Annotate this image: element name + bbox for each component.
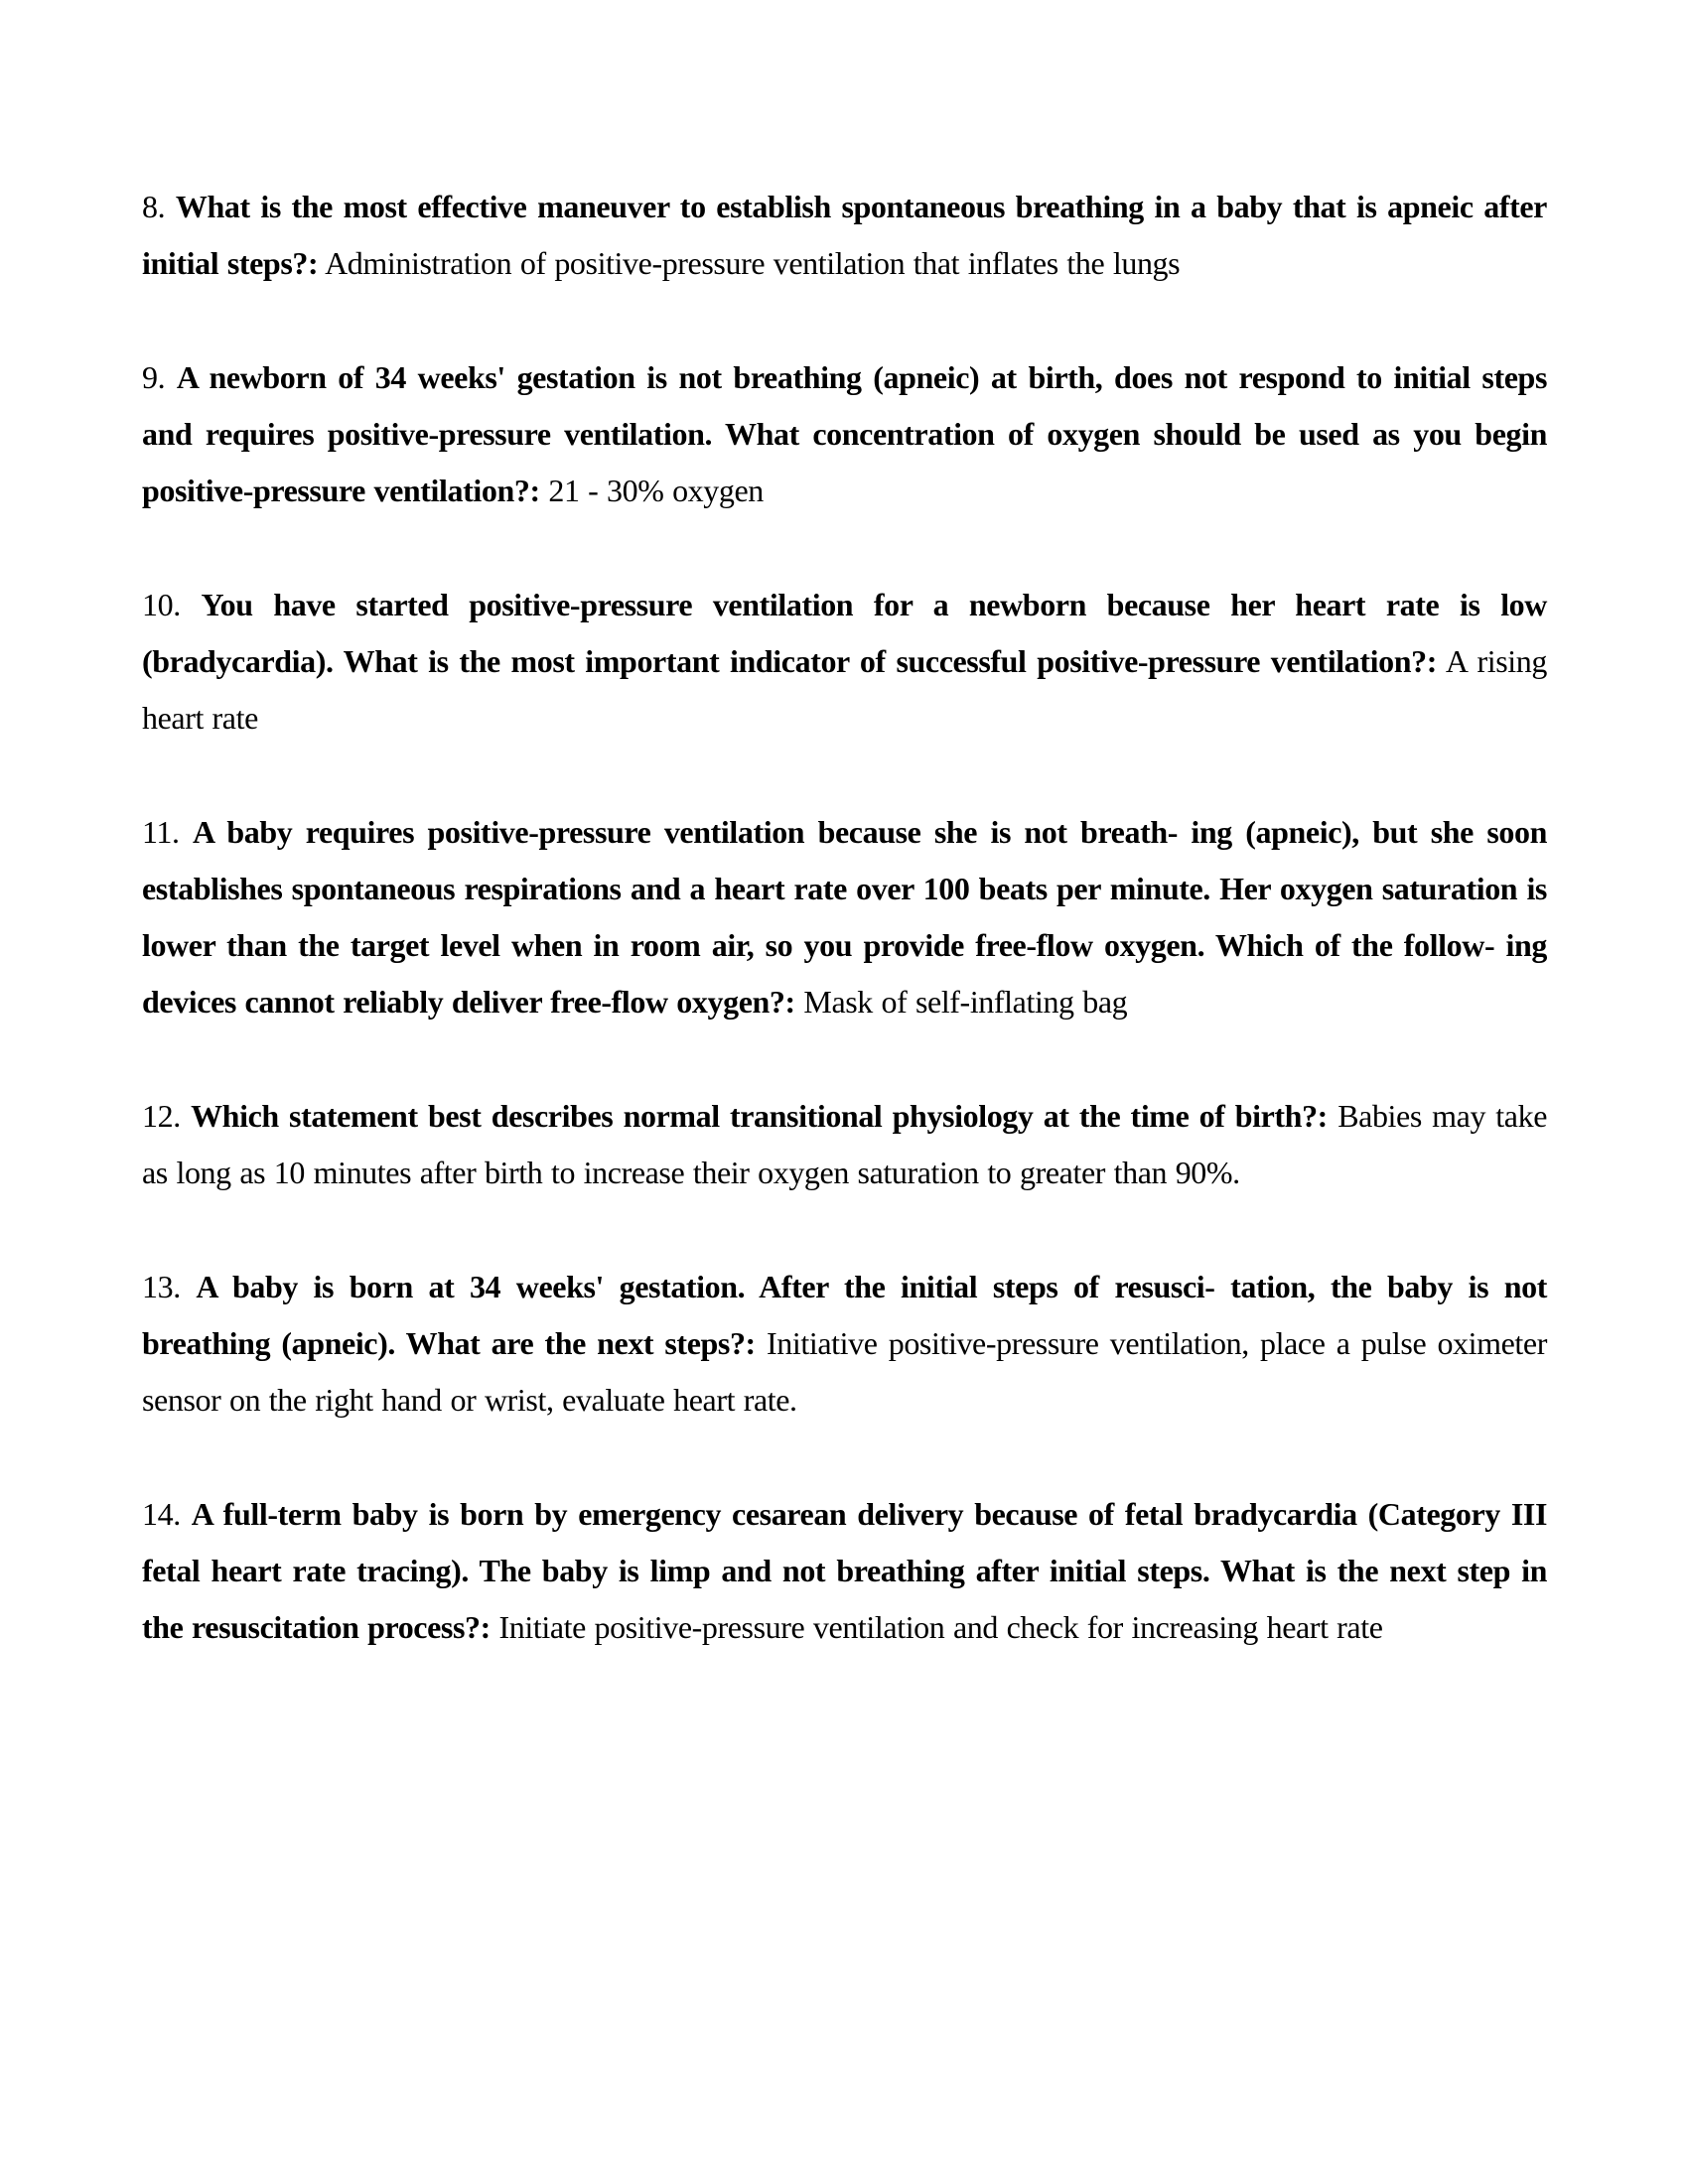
- item-number: 11.: [142, 814, 180, 850]
- qa-item: [142, 179, 1547, 292]
- answer-text: A rising heart rate: [142, 643, 1547, 736]
- qa-item: [142, 577, 1547, 747]
- qa-item: [142, 1088, 1547, 1201]
- answer-text: Mask of self-inflating bag: [803, 984, 1128, 1020]
- question-text: You have started positive-pressure ventilation for a newborn because her heart rate is low (bradycardia). What is the most important indicator of successful positive-pressure ventilation?:: [142, 587, 1547, 679]
- qa-item: [142, 1486, 1547, 1656]
- item-number: 10.: [142, 587, 181, 622]
- question-text: A baby requires positive-pressure ventilation because she is not breath- ing (apneic), but she soon establishes spontaneous respirations and a heart rate over 100 beats per minute. Her oxygen saturation is lower than the target level when in room air, so you provide free-flow oxygen. Which of the follow- ing devices cannot reliably deliver free-flow oxygen?:: [142, 814, 1547, 1020]
- qa-item: [142, 349, 1547, 519]
- item-number: 14.: [142, 1496, 181, 1532]
- question-text: A baby is born at 34 weeks' gestation. After the initial steps of resusci- tation, the baby is not breathing (apneic). What are the next steps?:: [142, 1269, 1547, 1361]
- answer-text: 21 - 30% oxygen: [548, 473, 764, 508]
- question-text: A newborn of 34 weeks' gestation is not breathing (apneic) at birth, does not respond to initial steps and requires positive-pressure ventilation. What concentration of oxygen should be used as you begin positive-pressure ventilation?:: [142, 359, 1547, 508]
- item-number: 12.: [142, 1098, 181, 1134]
- question-text: Which statement best describes normal transitional physiology at the time of birth?:: [191, 1098, 1328, 1134]
- answer-text: Initiative positive-pressure ventilation, place a pulse oximeter sensor on the right hand or wrist, evaluate heart rate.: [142, 1325, 1547, 1418]
- question-text: What is the most effective maneuver to establish spontaneous breathing in a baby that is apneic after initial steps?:: [142, 189, 1547, 281]
- qa-item: [142, 804, 1547, 1030]
- answer-text: Initiate positive-pressure ventilation and check for increasing heart rate: [498, 1609, 1383, 1645]
- question-text: A full-term baby is born by emergency cesarean delivery because of fetal bradycardia (Category III fetal heart rate tracing). The baby is limp and not breathing after initial steps. What is the next step in the resuscitation process?:: [142, 1496, 1547, 1645]
- answer-text: Administration of positive-pressure ventilation that inflates the lungs: [325, 245, 1181, 281]
- answer-text: Babies may take as long as 10 minutes after birth to increase their oxygen saturation to greater than 90%.: [142, 1098, 1547, 1190]
- item-number: 13.: [142, 1269, 181, 1304]
- qa-item: [142, 1259, 1547, 1429]
- item-number: 8.: [142, 189, 166, 224]
- item-number: 9.: [142, 359, 166, 395]
